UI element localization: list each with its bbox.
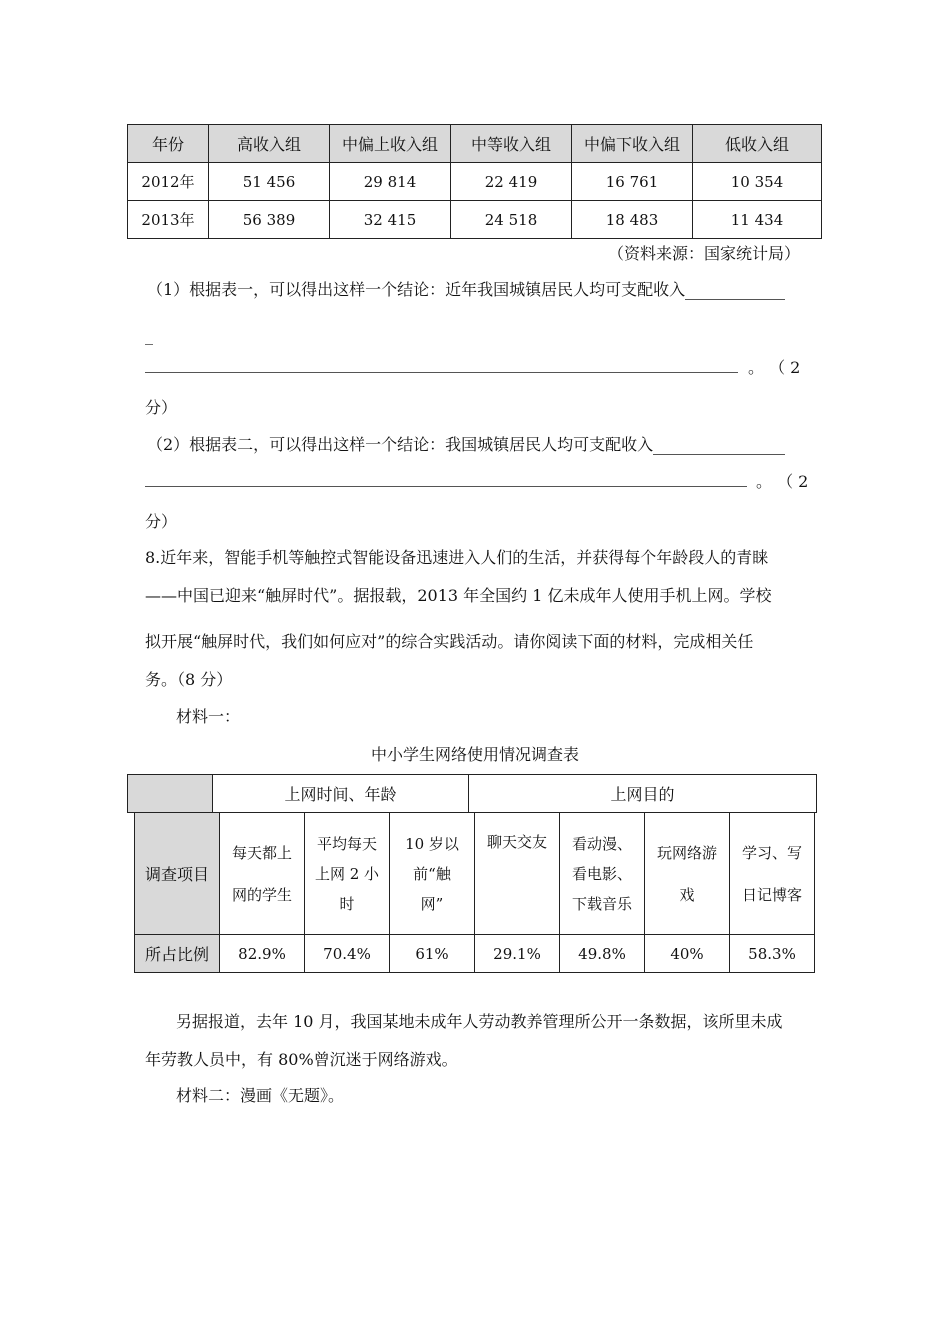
answer-blank [653, 438, 785, 455]
group-header: 上网时间、年龄 [213, 775, 469, 813]
survey-item-text: 网的学生 [231, 885, 292, 904]
ratio-cell: 40% [645, 935, 730, 973]
table-cell: 2013年 [128, 201, 209, 239]
table-row [135, 935, 815, 973]
survey-item-text: 看电影、 [571, 864, 632, 883]
ratio-cell: 82.9% [220, 935, 305, 973]
table-cell: 18 483 [572, 201, 693, 239]
material-1-label: 材料一： [176, 707, 241, 726]
q8-line: ——中国已迎来“触屏时代”。据报载，2013 年全国约 1 亿未成年人使用手机上网。学校 [145, 586, 772, 605]
survey-item-text: 每天都上 [231, 843, 292, 862]
survey-item-text: 聊天交友 [486, 833, 547, 851]
survey-item-text: 戏 [679, 885, 695, 904]
table-cell: 24 518 [451, 201, 572, 239]
question-2-text: （2）根据表二，可以得出这样一个结论：我国城镇居民人均可支配收入 [147, 435, 654, 454]
answer-blank [685, 283, 785, 300]
table-row [128, 163, 822, 201]
q8-line: 务。（8 分） [145, 670, 233, 689]
survey-item-text: 看动漫、 [571, 834, 632, 853]
row-header: 所占比例 [135, 935, 220, 973]
q8-line: 8.近年来，智能手机等触控式智能设备迅速进入人们的生活，并获得每个年龄段人的青睐 [145, 548, 769, 567]
survey-item [645, 813, 730, 935]
ratio-cell: 58.3% [730, 935, 815, 973]
question-1-text: （1）根据表一，可以得出这样一个结论：近年我国城镇居民人均可支配收入 [147, 280, 686, 299]
question-1-stub: _ [145, 326, 153, 345]
ratio-cell: 61% [390, 935, 475, 973]
survey-item-text: 上网 2 小 [314, 864, 380, 883]
table-cell: 10 354 [693, 163, 822, 201]
question-2-score: 分） [145, 512, 178, 531]
material-2-label: 材料二：漫画《无题》。 [176, 1086, 345, 1105]
answer-line [145, 372, 738, 373]
survey-header-table [127, 774, 817, 813]
question-1-end: 。 （ 2 [748, 358, 801, 377]
survey-item [305, 813, 390, 935]
q8-line: 拟开展“触屏时代，我们如何应对”的综合实践活动。请你阅读下面的材料，完成相关任 [145, 632, 754, 651]
survey-item-text: 平均每天 [316, 834, 377, 853]
question-1-score: 分） [145, 398, 178, 417]
survey-item-text: 日记博客 [741, 885, 802, 904]
question-2-end: 。 （ 2 [756, 472, 809, 491]
question-2 [147, 435, 785, 455]
table-cell: 11 434 [693, 201, 822, 239]
group-header: 上网目的 [469, 775, 817, 813]
table-cell: 22 419 [451, 163, 572, 201]
ratio-cell: 70.4% [305, 935, 390, 973]
col-header: 年份 [128, 125, 209, 163]
col-header: 中等收入组 [451, 125, 572, 163]
col-header: 高收入组 [209, 125, 330, 163]
table-cell: 51 456 [209, 163, 330, 201]
table-cell: 29 814 [330, 163, 451, 201]
report-line: 年劳教人员中，有 80%曾沉迷于网络游戏。 [145, 1050, 458, 1069]
col-header: 低收入组 [693, 125, 822, 163]
survey-item [475, 813, 560, 935]
table-cell: 16 761 [572, 163, 693, 201]
survey-item [390, 813, 475, 935]
row-header: 调查项目 [135, 813, 220, 935]
income-table [127, 124, 822, 239]
corner-cell [128, 775, 213, 813]
survey-title: 中小学生网络使用情况调查表 [370, 745, 579, 764]
survey-item [220, 813, 305, 935]
question-1 [147, 280, 785, 300]
source-note: （资料来源：国家统计局） [607, 244, 800, 263]
col-header: 中偏上收入组 [330, 125, 451, 163]
table-cell: 2012年 [128, 163, 209, 201]
survey-item-text: 10 岁以 [405, 834, 459, 853]
table-row [135, 813, 815, 935]
ratio-cell: 29.1% [475, 935, 560, 973]
table-cell: 56 389 [209, 201, 330, 239]
survey-item-text: 下载音乐 [571, 894, 632, 913]
survey-table [134, 812, 815, 973]
table-cell: 32 415 [330, 201, 451, 239]
survey-item-text: 网” [420, 894, 444, 913]
survey-item-text: 前“触 [413, 864, 451, 883]
table-row [128, 201, 822, 239]
survey-item [560, 813, 645, 935]
ratio-cell: 49.8% [560, 935, 645, 973]
survey-item [730, 813, 815, 935]
survey-item-text: 时 [339, 894, 355, 913]
survey-item-text: 学习、写 [741, 843, 802, 862]
report-line: 另据报道，去年 10 月，我国某地未成年人劳动教养管理所公开一条数据，该所里未成 [176, 1012, 783, 1031]
col-header: 中偏下收入组 [572, 125, 693, 163]
answer-line [145, 486, 747, 487]
survey-item-text: 玩网络游 [656, 843, 717, 862]
